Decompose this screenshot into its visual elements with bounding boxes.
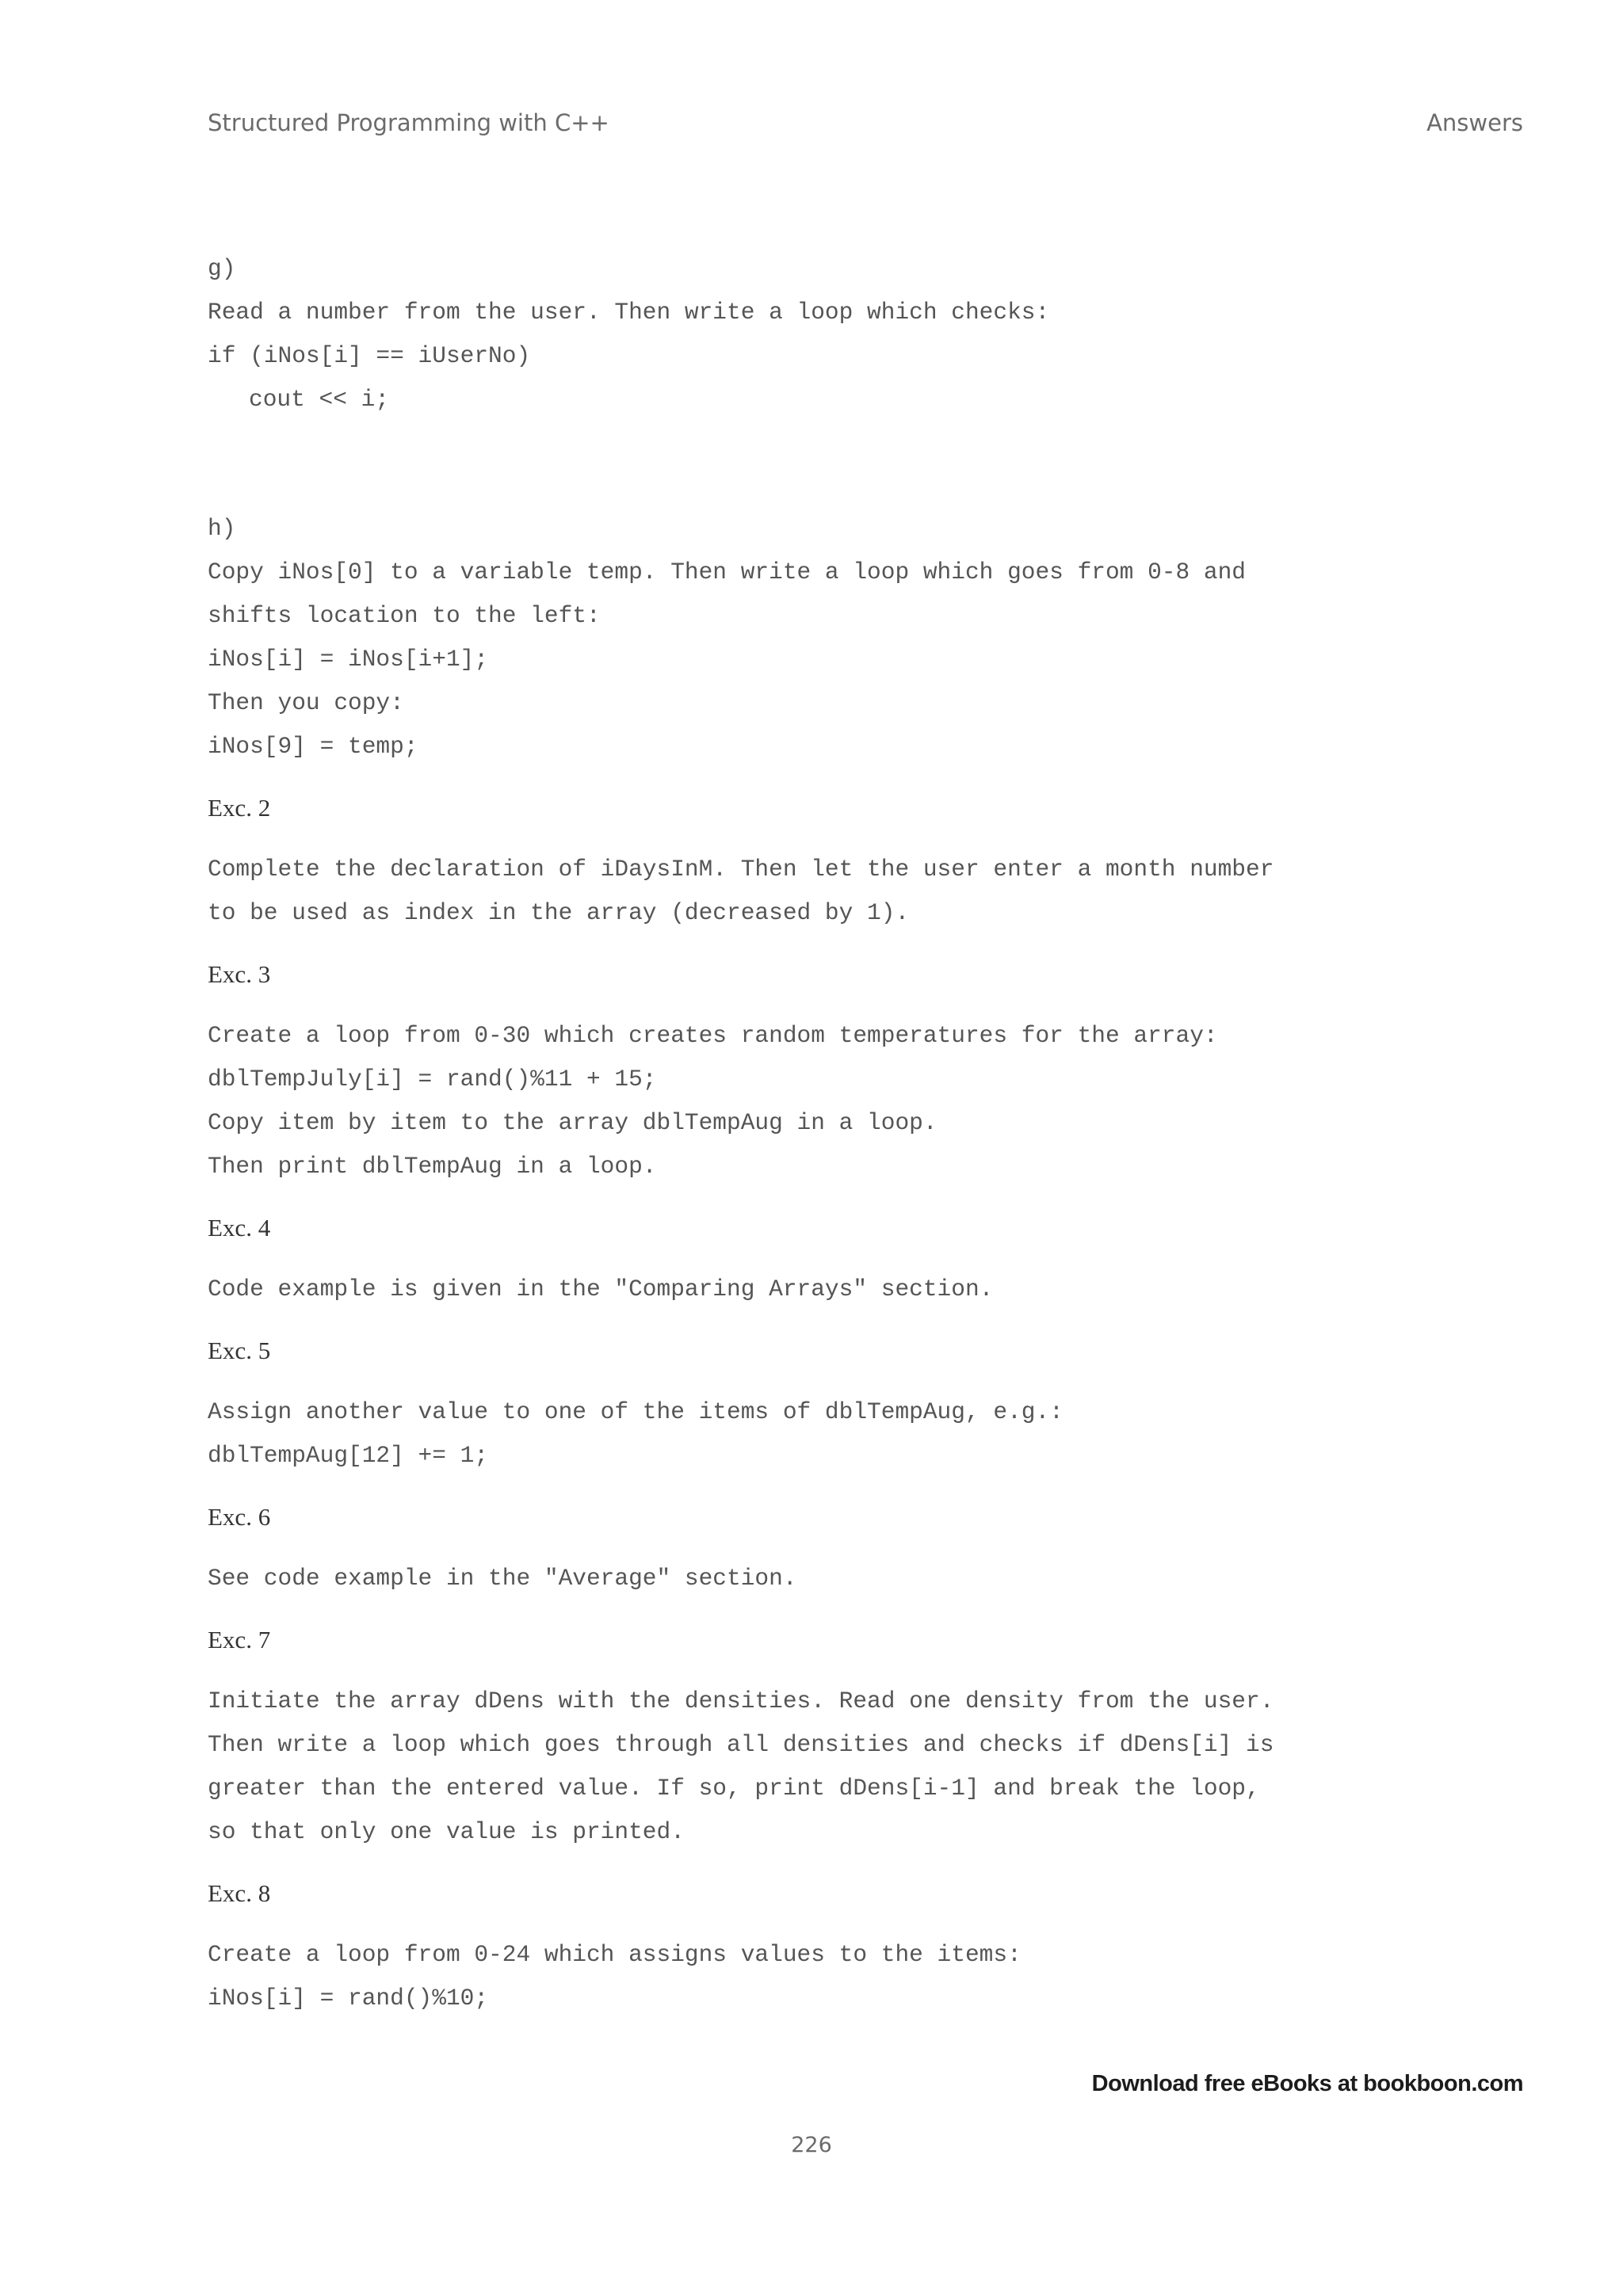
code-line: Then print dblTempAug in a loop. (208, 1153, 657, 1180)
spacer (208, 1600, 1523, 1611)
code-line: dblTempJuly[i] = rand()%11 + 15; (208, 1066, 657, 1093)
spacer (208, 1311, 1523, 1322)
exercise-heading: Exc. 3 (208, 960, 271, 988)
code-line: Initiate the array dDens with the densities. Read one density from the user. (208, 1688, 1274, 1714)
code-line: Then you copy: (208, 689, 404, 716)
code-line: Create a loop from 0-24 which assigns values to the items: (208, 1941, 1022, 1968)
exercise-heading: Exc. 2 (208, 794, 271, 822)
spacer (208, 1478, 1523, 1489)
exercise-3 (208, 954, 1523, 1188)
part-label: h) (208, 515, 236, 542)
exercise-heading: Exc. 6 (208, 1503, 271, 1531)
book-title: Structured Programming with C++ (208, 109, 609, 136)
exercise-2 (208, 788, 1523, 935)
download-link[interactable]: Download free eBooks at bookboon.com (1091, 2071, 1523, 2096)
answers-content (208, 247, 1523, 2020)
code-line: Code example is given in the "Comparing Arrays" section. (208, 1276, 994, 1302)
code-line: so that only one value is printed. (208, 1818, 685, 1845)
code-line: Copy item by item to the array dblTempAug in a loop. (208, 1109, 938, 1136)
exercise-5 (208, 1330, 1523, 1478)
code-line: dblTempAug[12] += 1; (208, 1442, 489, 1469)
code-line: cout << i; (249, 386, 390, 413)
code-line: Copy iNos[0] to a variable temp. Then write a loop which goes from 0-8 and (208, 559, 1247, 585)
section-title: Answers (1426, 109, 1523, 136)
answer-part-g (208, 247, 1523, 421)
exercise-7 (208, 1619, 1523, 1854)
code-line: Read a number from the user. Then write a loop which checks: (208, 299, 1050, 326)
code-line: Assign another value to one of the items of dblTempAug, e.g.: (208, 1398, 1064, 1425)
code-line: to be used as index in the array (decreased by 1). (208, 899, 910, 926)
exercise-heading: Exc. 7 (208, 1626, 271, 1653)
code-line: shifts location to the left: (208, 602, 601, 629)
answer-part-h (208, 507, 1523, 769)
page-number: 226 (791, 2133, 832, 2157)
spacer (208, 421, 1523, 507)
exercise-heading: Exc. 5 (208, 1337, 271, 1364)
code-line: greater than the entered value. If so, print dDens[i-1] and break the loop, (208, 1775, 1260, 1802)
spacer (208, 1188, 1523, 1199)
code-line: iNos[9] = temp; (208, 733, 418, 760)
spacer (208, 935, 1523, 946)
running-header (208, 109, 1523, 149)
exercise-4 (208, 1207, 1523, 1311)
exercise-8 (208, 1873, 1523, 2020)
code-line: Complete the declaration of iDaysInM. Then let the user enter a month number (208, 856, 1274, 883)
code-line: iNos[i] = rand()%10; (208, 1985, 489, 2012)
exercise-6 (208, 1497, 1523, 1600)
code-line: Create a loop from 0-30 which creates random temperatures for the array: (208, 1022, 1218, 1049)
spacer (208, 1854, 1523, 1865)
exercise-heading: Exc. 8 (208, 1879, 271, 1907)
code-line: iNos[i] = iNos[i+1]; (208, 646, 489, 673)
code-line: Then write a loop which goes through all densities and checks if dDens[i] is (208, 1731, 1274, 1758)
code-line: if (iNos[i] == iUserNo) (208, 342, 531, 369)
exercise-heading: Exc. 4 (208, 1214, 271, 1241)
part-label: g) (208, 255, 236, 282)
code-line: See code example in the "Average" section. (208, 1565, 797, 1592)
spacer (208, 769, 1523, 780)
